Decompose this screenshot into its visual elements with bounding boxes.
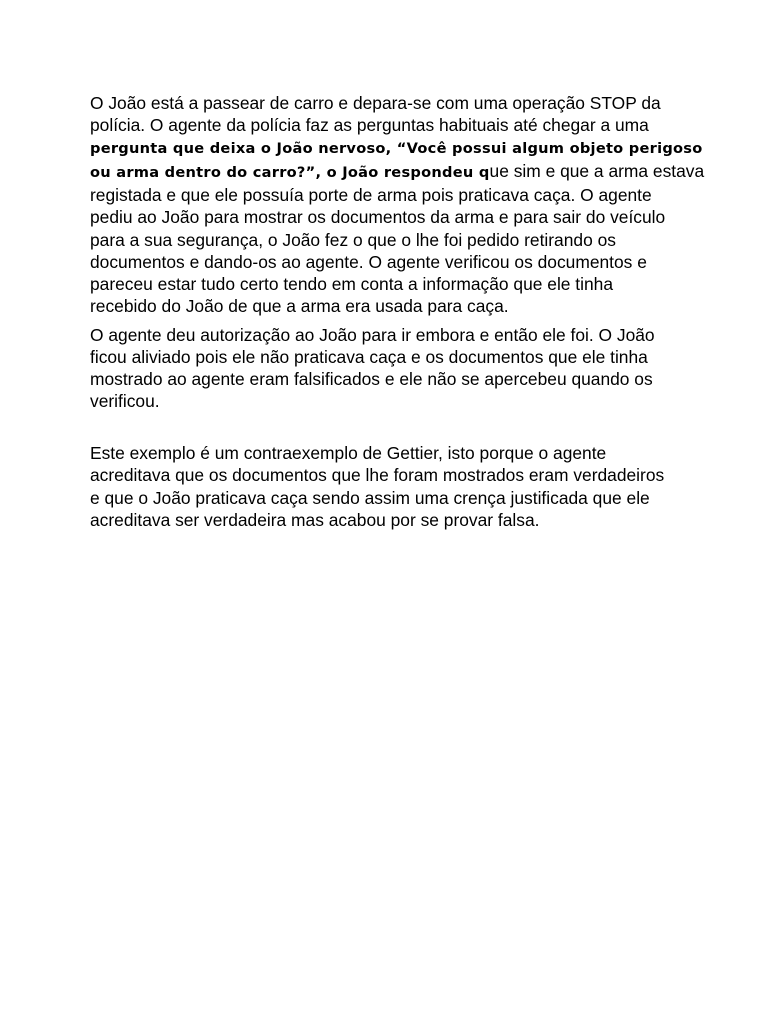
text-span: pediu ao João para mostrar os documentos da arma e para sair do veículo	[90, 207, 666, 228]
text-span: verificou.	[90, 391, 160, 412]
text-line	[90, 295, 690, 317]
text-span: acreditava que os documentos que lhe foram mostrados eram verdadeiros	[90, 465, 665, 486]
text-span: O João está a passear de carro e depara-se com uma operação STOP da	[90, 93, 661, 113]
text-span: polícia. O agente da polícia faz as perguntas habituais até chegar a uma	[90, 115, 649, 136]
text-line	[90, 206, 690, 228]
text-line	[90, 229, 690, 251]
text-span: e que o João praticava caça sendo assim uma crença justificada que ele	[90, 487, 650, 508]
paragraph-3	[90, 442, 690, 530]
text-span: Este exemplo é um contraexemplo de Gettier, isto porque o agente	[90, 443, 607, 464]
text-line	[90, 273, 690, 295]
paragraph-2	[90, 324, 690, 412]
bold-text-span: ou arma dentro do carro?”, o João respondeu q	[90, 164, 490, 182]
text-line	[90, 487, 690, 509]
text-line	[90, 324, 690, 346]
text-line	[90, 464, 690, 486]
text-line	[90, 184, 690, 206]
text-span: para a sua segurança, o João fez o que o lhe foi pedido retirando os	[90, 229, 616, 250]
text-line	[90, 368, 690, 390]
text-span: O agente deu autorização ao João para ir embora e então ele foi. O João	[90, 324, 655, 345]
text-line	[90, 160, 705, 184]
text-span: recebido do João de que a arma era usada para caça.	[90, 295, 509, 316]
text-span: acreditava ser verdadeira mas acabou por se provar falsa.	[90, 509, 540, 530]
text-span: mostrado ao agente eram falsificados e ele não se apercebeu quando os	[90, 369, 653, 390]
text-line	[90, 390, 690, 412]
text-line	[90, 346, 690, 368]
bold-text-span: pergunta que deixa o João nervoso, “Você possui algum objeto perigoso	[90, 140, 703, 158]
text-span: ficou aliviado pois ele não praticava caça e os documentos que ele tinha	[90, 347, 648, 368]
text-line	[90, 251, 690, 273]
text-span: registada e que ele possuía porte de arma pois praticava caça. O agente	[90, 185, 652, 206]
document-body	[90, 92, 705, 531]
text-line	[90, 92, 690, 114]
text-line	[90, 442, 690, 464]
text-span: documentos e dando-os ao agente. O agente verificou os documentos e	[90, 251, 647, 272]
paragraph-1	[90, 92, 705, 317]
text-line	[90, 509, 690, 531]
text-line	[90, 136, 703, 160]
text-span: pareceu estar tudo certo tendo em conta a informação que ele tinha	[90, 273, 614, 294]
text-span: ue sim e que a arma estava	[489, 161, 705, 182]
text-line	[90, 114, 690, 136]
